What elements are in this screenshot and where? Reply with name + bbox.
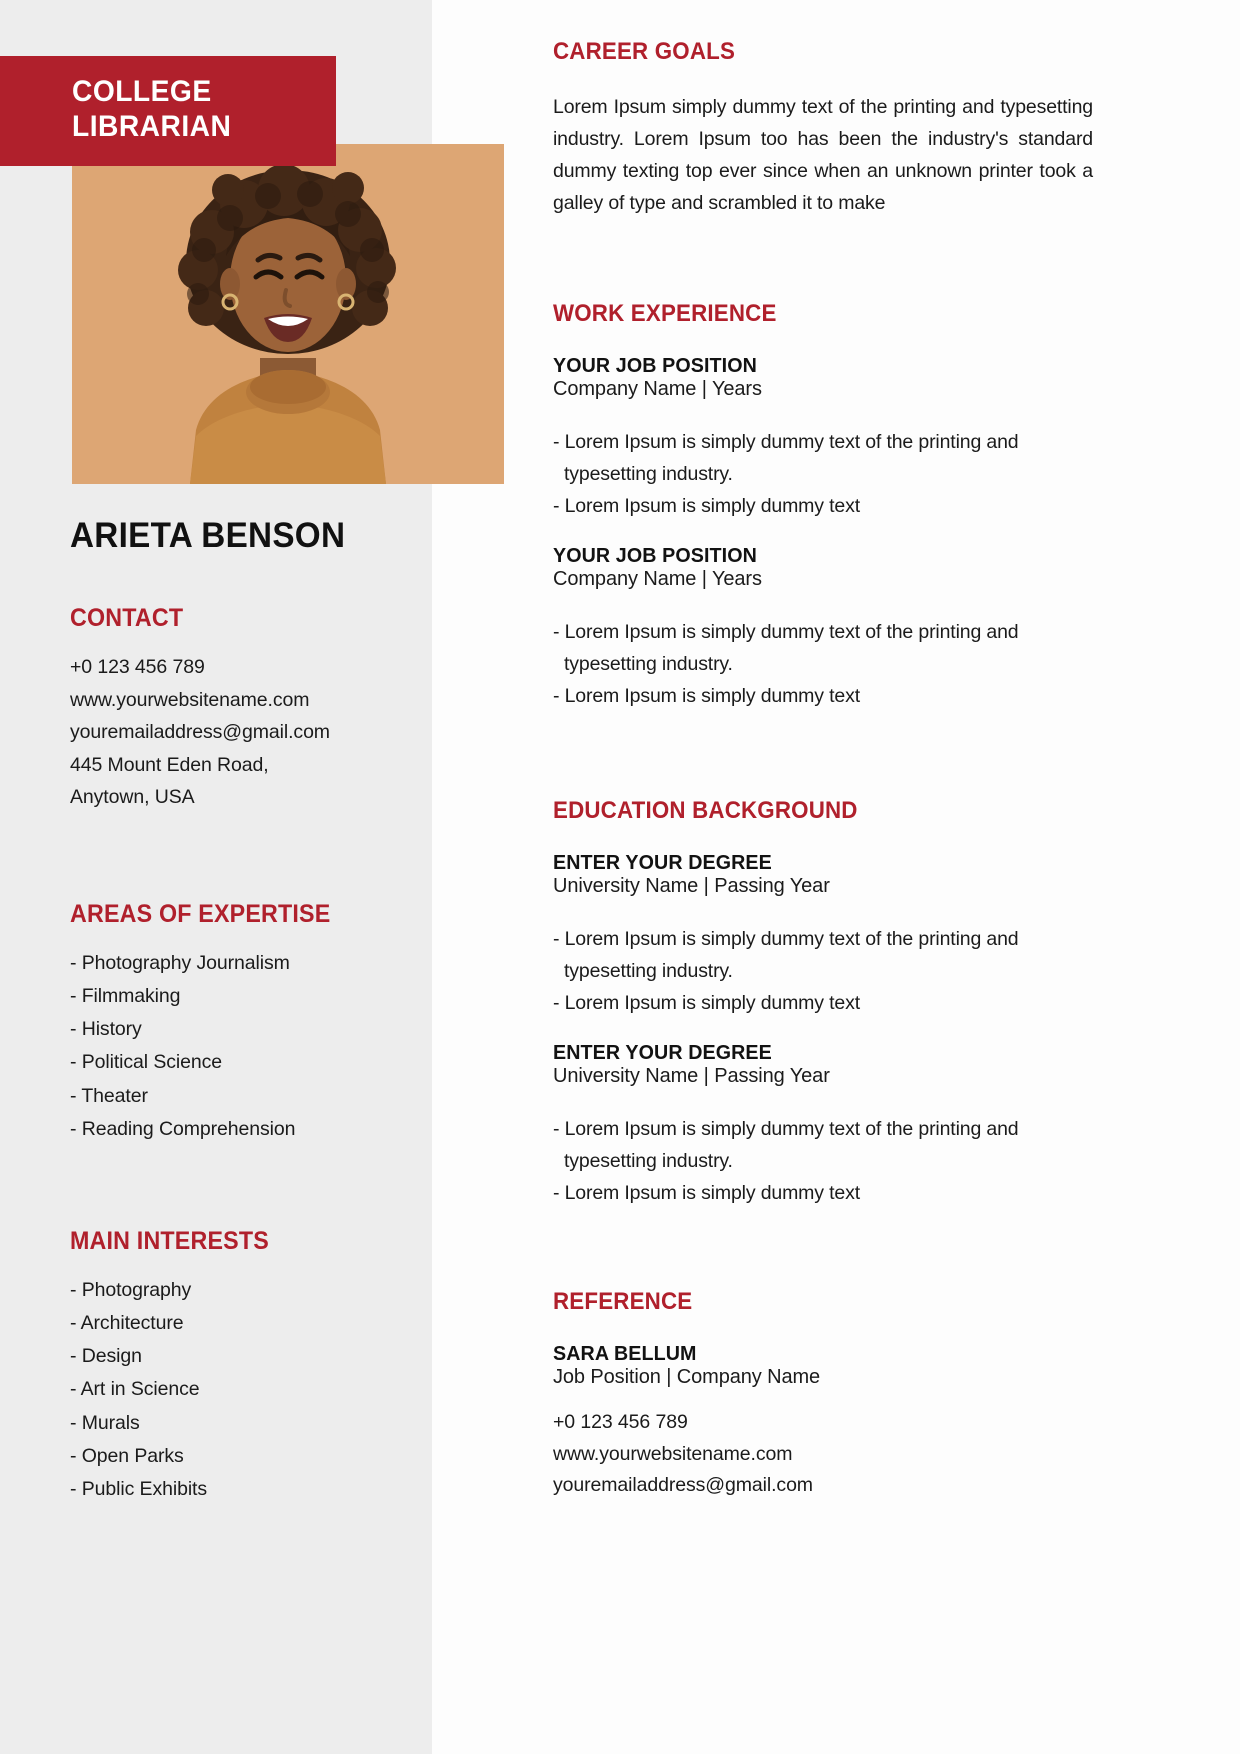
expertise-section xyxy=(70,900,430,1146)
list-item: - Lorem Ipsum is simply dummy text of the printing and typesetting industry. xyxy=(553,431,1019,485)
list-item: - Political Science xyxy=(70,1051,222,1074)
list-item: - Art in Science xyxy=(70,1378,200,1401)
degree-title: ENTER YOUR DEGREE xyxy=(553,851,772,874)
contact-address-line-2: Anytown, USA xyxy=(70,786,195,809)
job-bullets xyxy=(553,617,1093,712)
list-item: - Lorem Ipsum is simply dummy text xyxy=(553,991,860,1014)
degree-title: ENTER YOUR DEGREE xyxy=(553,1041,772,1065)
contact-section xyxy=(70,604,430,814)
list-item: - Reading Comprehension xyxy=(70,1117,296,1140)
list-item: - Lorem Ipsum is simply dummy text xyxy=(553,494,860,517)
career-goals-section xyxy=(553,38,1093,220)
contact-address-line-1: 445 Mount Eden Road, xyxy=(70,753,269,776)
work-entry xyxy=(553,544,1093,712)
reference-section xyxy=(553,1288,1093,1502)
education-heading: EDUCATION BACKGROUND xyxy=(553,797,858,824)
reference-phone[interactable]: +0 123 456 789 xyxy=(553,1411,688,1433)
list-item: - Design xyxy=(70,1345,142,1368)
contact-email[interactable]: youremailaddress@gmail.com xyxy=(70,721,330,744)
list-item: - Lorem Ipsum is simply dummy text of the printing and typesetting industry. xyxy=(553,928,1019,982)
education-section xyxy=(553,797,1093,1210)
career-goals-heading: CAREER GOALS xyxy=(553,38,736,65)
contact-heading: CONTACT xyxy=(70,604,184,632)
job-title: YOUR JOB POSITION xyxy=(553,354,757,377)
list-item: - Filmmaking xyxy=(70,985,181,1008)
education-entry xyxy=(553,1041,1093,1209)
degree-bullets xyxy=(553,1114,1093,1209)
list-item: - Lorem Ipsum is simply dummy text xyxy=(553,684,860,707)
job-company: Company Name | Years xyxy=(553,378,762,400)
list-item: - Architecture xyxy=(70,1312,184,1335)
work-entry xyxy=(553,354,1093,522)
degree-bullets xyxy=(553,924,1093,1019)
work-experience-section xyxy=(553,300,1093,713)
reference-position: Job Position | Company Name xyxy=(553,1366,821,1388)
contact-website[interactable]: www.yourwebsitename.com xyxy=(70,688,310,711)
education-entry xyxy=(553,851,1093,1019)
expertise-heading: AREAS OF EXPERTISE xyxy=(70,900,331,928)
list-item: - Photography Journalism xyxy=(70,952,290,974)
reference-website[interactable]: www.yourwebsitename.com xyxy=(553,1442,793,1465)
career-goals-body: Lorem Ipsum simply dummy text of the printing and typesetting industry. Lorem Ipsum too has been the industry's standard dummy texting top ever since when an unknown printer took a galley of type and scrambled it to make xyxy=(553,96,1093,214)
list-item: - Lorem Ipsum is simply dummy text xyxy=(553,1181,860,1204)
reference-email[interactable]: youremailaddress@gmail.com xyxy=(553,1474,813,1497)
list-item: - Public Exhibits xyxy=(70,1477,208,1500)
interests-section xyxy=(70,1227,430,1506)
contact-lines xyxy=(70,651,430,814)
interests-heading: MAIN INTERESTS xyxy=(70,1227,269,1255)
list-item: - Lorem Ipsum is simply dummy text of the printing and typesetting industry. xyxy=(553,1118,1019,1173)
work-experience-heading: WORK EXPERIENCE xyxy=(553,300,777,327)
reference-name: SARA BELLUM xyxy=(553,1342,697,1365)
list-item: - Photography xyxy=(70,1279,192,1301)
list-item: - History xyxy=(70,1018,142,1041)
role-line-2: LIBRARIAN xyxy=(72,110,232,144)
interests-list xyxy=(70,1274,430,1506)
job-bullets xyxy=(553,427,1093,522)
page-title: ARIETA BENSON xyxy=(70,516,346,555)
role-banner xyxy=(0,56,336,166)
role-line-1: COLLEGE xyxy=(72,75,212,108)
contact-phone[interactable]: +0 123 456 789 xyxy=(70,656,205,678)
job-title: YOUR JOB POSITION xyxy=(553,544,757,568)
list-item: - Murals xyxy=(70,1411,140,1434)
list-item: - Open Parks xyxy=(70,1444,184,1467)
profile-photo xyxy=(72,144,504,484)
list-item: - Lorem Ipsum is simply dummy text of the printing and typesetting industry. xyxy=(553,621,1019,676)
list-item: - Theater xyxy=(70,1084,148,1107)
degree-university: University Name | Passing Year xyxy=(553,1065,830,1088)
job-company: Company Name | Years xyxy=(553,568,762,591)
expertise-list xyxy=(70,947,430,1146)
reference-heading: REFERENCE xyxy=(553,1288,693,1315)
portrait-illustration xyxy=(72,144,504,484)
degree-university: University Name | Passing Year xyxy=(553,875,830,897)
